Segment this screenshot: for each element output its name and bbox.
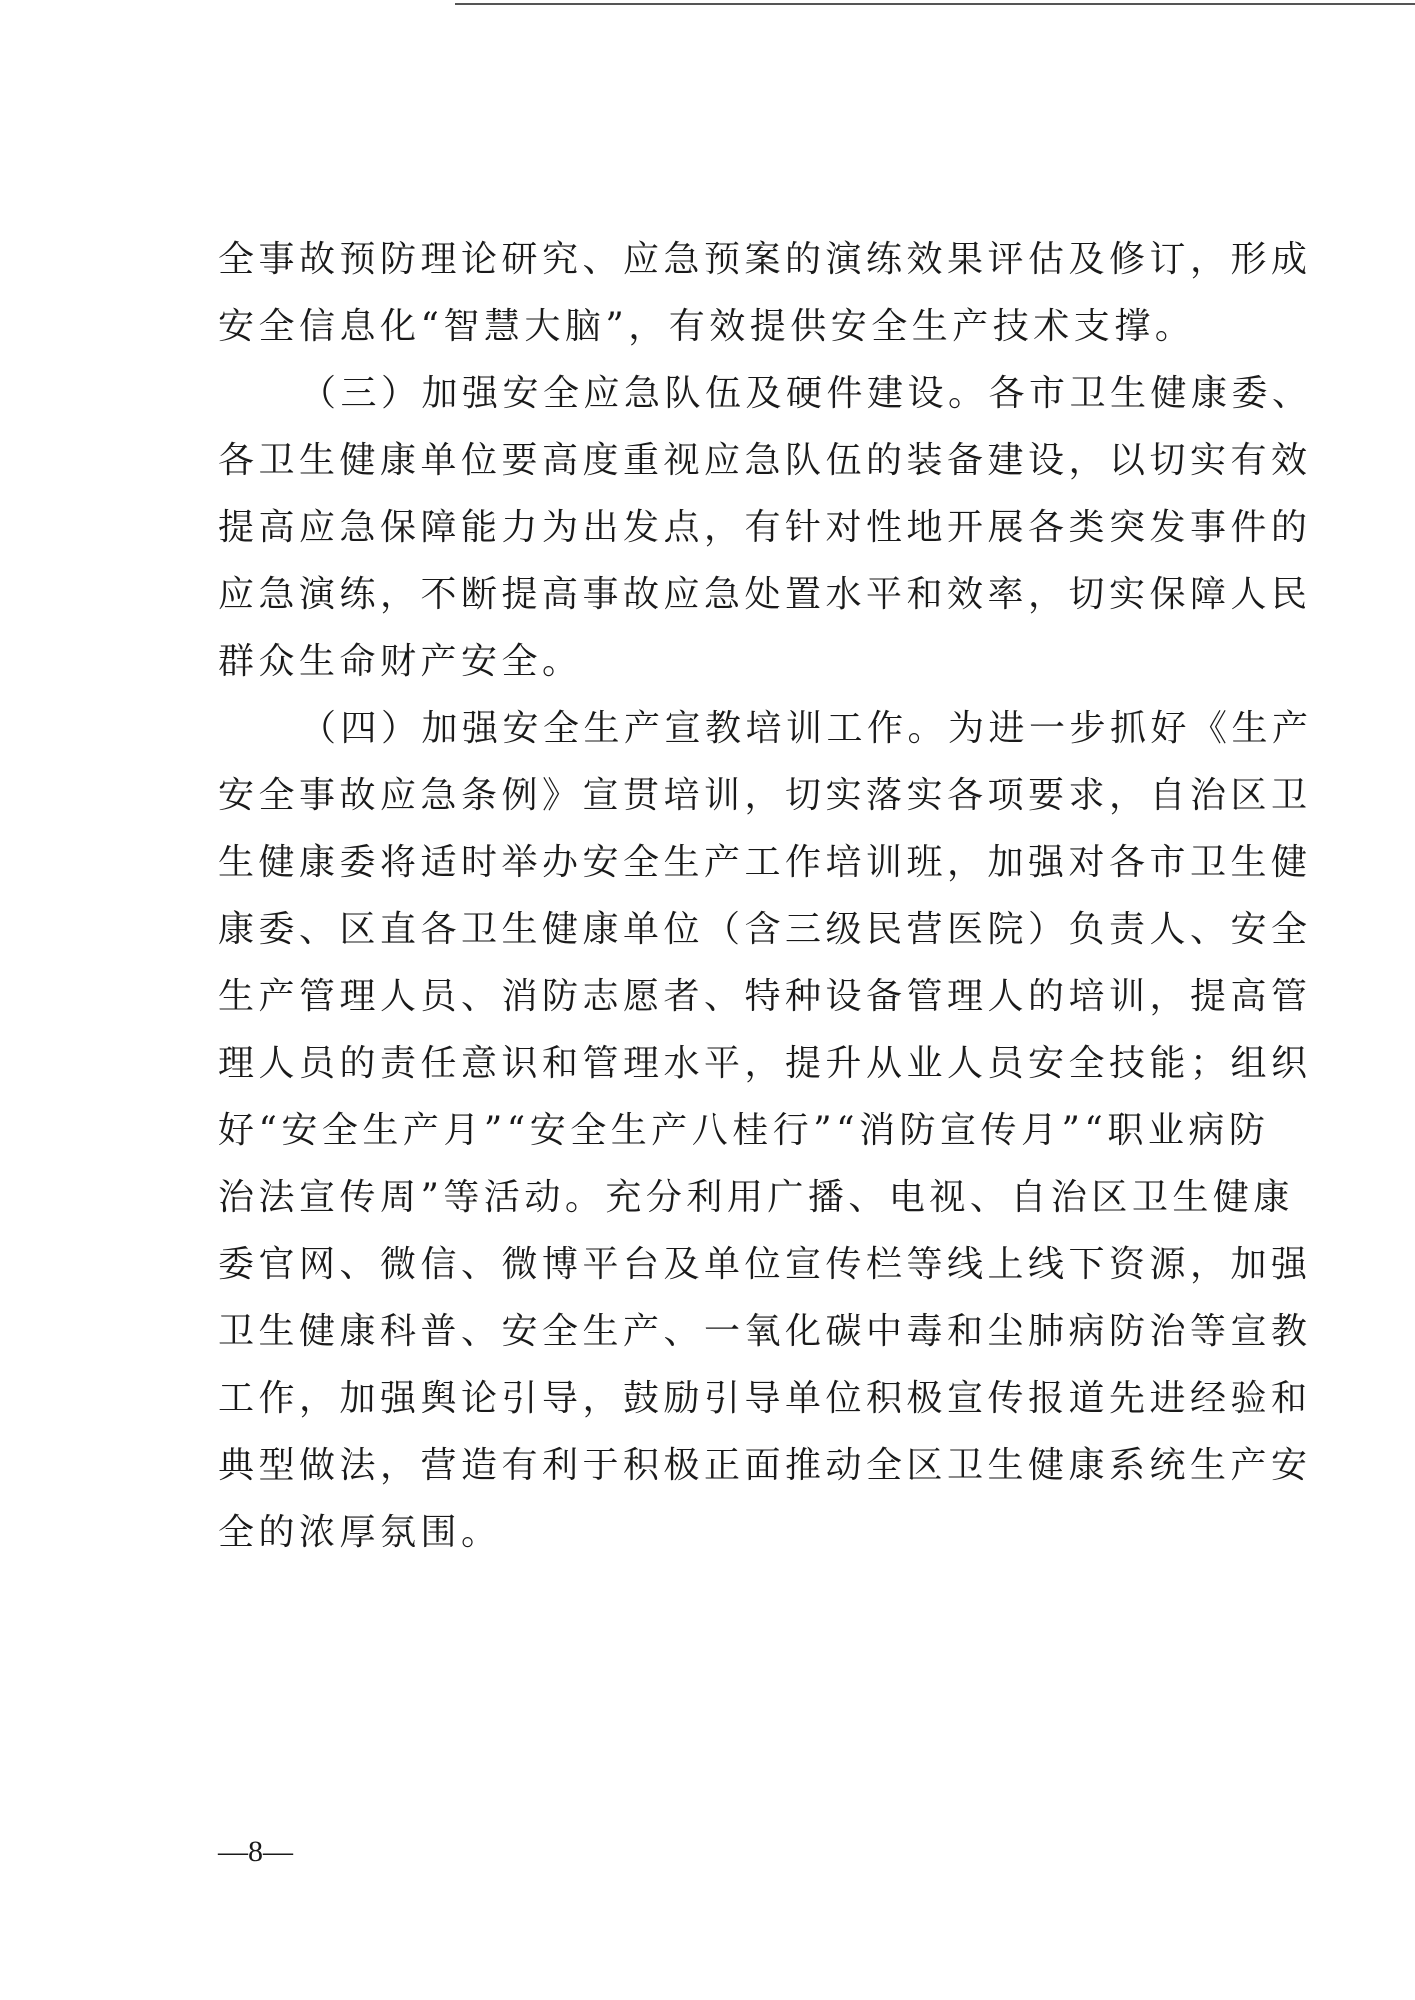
text-line: 典型做法，营造有利于积极正面推动全区卫生健康系统生产安 bbox=[218, 1445, 1312, 1486]
section-heading-line: （四）加强安全生产宣教培训工作。为进一步抓好《生产 bbox=[300, 708, 1313, 749]
text-line: 卫生健康科普、安全生产、一氧化碳中毒和尘肺病防治等宣教 bbox=[218, 1311, 1312, 1352]
page-number: —8— bbox=[218, 1835, 293, 1868]
text-line: 生健康委将适时举办安全生产工作培训班，加强对各市卫生健 bbox=[218, 842, 1312, 883]
text-line: 群众生命财产安全。 bbox=[218, 641, 583, 682]
text-line: 安全信息化“智慧大脑”，有效提供安全生产技术支撑。 bbox=[218, 306, 1196, 347]
paragraph-section-four bbox=[218, 695, 1313, 1566]
text-line: 提高应急保障能力为出发点，有针对性地开展各类突发事件的 bbox=[218, 507, 1312, 548]
text-line: 安全事故应急条例》宣贯培训，切实落实各项要求，自治区卫 bbox=[218, 775, 1312, 816]
text-line: 全事故预防理论研究、应急预案的演练效果评估及修订，形成 bbox=[218, 239, 1312, 280]
paragraph-section-three bbox=[218, 360, 1313, 695]
text-line: 理人员的责任意识和管理水平，提升从业人员安全技能；组织 bbox=[218, 1043, 1312, 1084]
text-line: 生产管理人员、消防志愿者、特种设备管理人的培训，提高管 bbox=[218, 976, 1312, 1017]
text-line: 康委、区直各卫生健康单位（含三级民营医院）负责人、安全 bbox=[218, 909, 1312, 950]
text-line: 工作，加强舆论引导，鼓励引导单位积极宣传报道先进经验和 bbox=[218, 1378, 1312, 1419]
document-body bbox=[218, 226, 1313, 1566]
text-line: 好“安全生产月”“安全生产八桂行”“消防宣传月”“职业病防 bbox=[218, 1110, 1270, 1151]
paragraph-continuation bbox=[218, 226, 1312, 360]
text-line: 应急演练，不断提高事故应急处置水平和效率，切实保障人民 bbox=[218, 574, 1312, 615]
section-heading-line: （三）加强安全应急队伍及硬件建设。各市卫生健康委、 bbox=[300, 373, 1313, 414]
text-line: 各卫生健康单位要高度重视应急队伍的装备建设，以切实有效 bbox=[218, 440, 1312, 481]
text-line: 治法宣传周”等活动。充分利用广播、电视、自治区卫生健康 bbox=[218, 1177, 1294, 1218]
top-border-rule bbox=[455, 3, 1415, 5]
text-line: 全的浓厚氛围。 bbox=[218, 1512, 502, 1553]
text-line: 委官网、微信、微博平台及单位宣传栏等线上线下资源，加强 bbox=[218, 1244, 1312, 1285]
